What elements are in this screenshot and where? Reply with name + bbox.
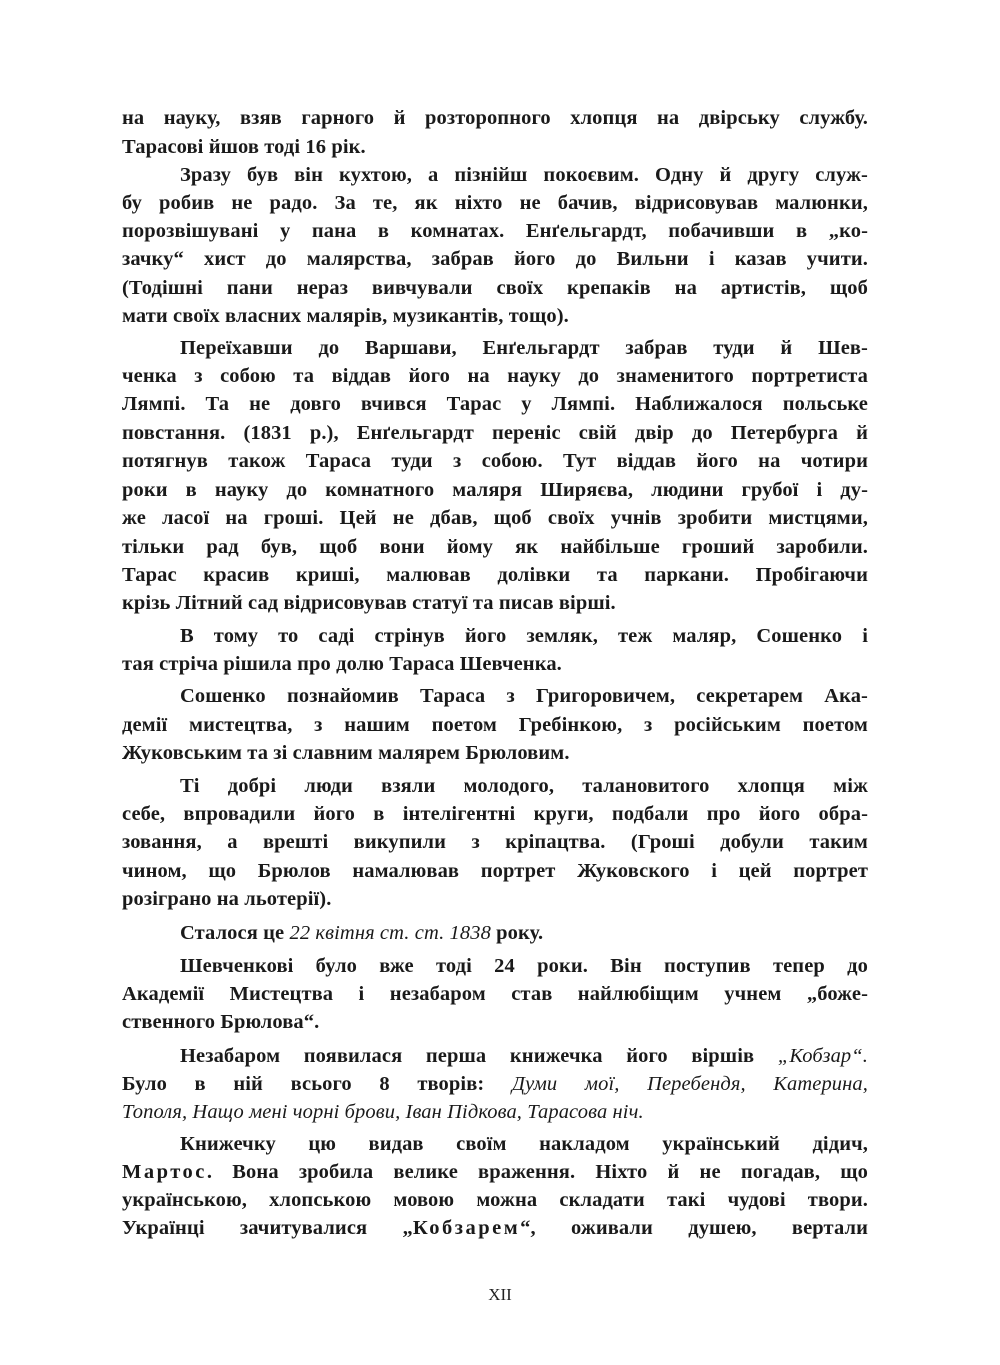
text-line [122,448,868,474]
text-segment: Зразу був він кухтою, а пізнійш покоєвим. Одну й другу служ- [180,164,868,186]
text-segment: тільки рад був, щоб вони йому як найбільше гроший заробили. [122,536,868,558]
text-line [122,886,868,912]
text-line [122,363,868,389]
text-line [122,218,868,244]
text-segment: Незабаром появилася перша книжечка його віршів [180,1045,778,1067]
text-segment: Ті добрі люди взяли молодого, талановитого хлопця між [180,775,868,797]
text-segment: бу робив не радо. За те, як ніхто не бачив, відрисовував малюнки, [122,192,868,214]
text-segment: чином, що Брюлов намалював портрет Жуковского і цей портрет [122,860,868,882]
text-segment: роки в науку до комнатного маляря Ширяєва, людини грубої і ду- [122,479,868,501]
text-segment: ственного Брюлова“. [122,1011,320,1033]
text-line [122,275,868,301]
text-line [122,562,868,588]
text-line [122,590,868,616]
text-segment: же ласої на гроші. Цей не дбав, щоб своїх учнів зробити мистцями, [122,507,868,529]
text-segment: Мартос [122,1161,207,1183]
text-segment: Переїхавши до Варшави, Енґельгардт забрав туди й Шев- [180,337,868,359]
text-line [180,623,868,649]
text-segment: на науку, взяв гарного й розторопного хлопця на двірську службу. [122,107,868,129]
text-line [122,1215,868,1241]
text-segment: українською, хлопською мовою можна складати такі чудові твори. [122,1189,868,1211]
text-line [122,246,868,272]
text-line [122,829,868,855]
text-segment: мати своїх власних малярів, музикантів, тощо). [122,305,569,327]
text-segment: Шевченкові було вже тоді 24 роки. Він поступив тепер до [180,955,868,977]
text-line [122,740,868,766]
text-segment: розіграно на льотерії). [122,888,332,910]
text-line [122,1009,868,1035]
text-line [122,534,868,560]
italic-text: „Кобзар“. [777,1045,868,1067]
text-segment: Українці зачитувалися „ [122,1217,413,1239]
text-line [122,477,868,503]
page-number: XII [488,1285,512,1304]
text-segment: Жуковським та зі славним малярем Брюловим. [122,742,570,764]
text-segment: Кобзарем [412,1217,521,1239]
text-segment: Тарас красив криші, малював долівки та паркани. Пробігаючи [122,564,868,586]
text-line [180,162,868,188]
text-segment: Академії Мистецтва і незабаром став найлюбіщим учнем „боже- [122,983,868,1005]
text-line [122,651,868,677]
text-line [122,981,868,1007]
text-segment: Було в ній всього 8 творів: [122,1073,512,1095]
text-line [122,1159,868,1185]
text-line [180,335,868,361]
text-segment: Сошенко познайомив Тараса з Григоровичем, секретарем Ака- [180,685,868,707]
text-line [122,303,868,329]
italic-text: Думи мої, Перебендя, Катерина, [511,1073,869,1095]
text-line [122,1099,868,1125]
text-line [122,391,868,417]
text-segment: . Вона зробила велике враження. Ніхто й не погадав, що [206,1161,868,1183]
text-segment: Тарасові йшов тоді 16 рік. [122,136,366,158]
text-segment: зачку“ хист до малярства, забрав його до Вильни і казав учити. [122,248,868,270]
text-segment: Сталося це [180,922,290,944]
text-line [122,858,868,884]
text-line [122,712,868,738]
text-segment: “, оживали душею, вертали [520,1217,868,1239]
text-line [180,953,868,979]
text-segment: потягнув також Тараса туди з собою. Тут віддав його на чотири [122,450,868,472]
text-line [122,505,868,531]
text-line [180,1043,868,1069]
italic-text: Тополя, Нащо мені чорні брови, Іван Підкова, Тарасова ніч. [122,1101,644,1123]
text-segment: демії мистецтва, з нашим поетом Гребінкою, з російським поетом [122,714,868,736]
text-segment: порозвішувані у пана в комнатах. Енґельгардт, побачивши в „ко- [122,220,868,242]
text-line [122,1187,868,1213]
text-line [122,1071,868,1097]
text-line [180,920,868,946]
text-segment: (Тодішні пани нераз вивчували своїх крепаків на артистів, щоб [122,277,868,299]
text-line [122,420,868,446]
text-segment: Лямпі. Та не довго вчився Тарас у Лямпі. Наближалося польське [122,393,868,415]
text-line [180,1131,868,1157]
text-segment: Книжечку цю видав своїм накладом український дідич, [180,1133,868,1155]
text-segment: тая стріча рішила про долю Тараса Шевченка. [122,653,562,675]
text-segment: В тому то саді стрінув його земляк, теж маляр, Сошенко і [180,625,868,647]
text-segment: себе, впровадили його в інтелігентні круги, подбали про його обра- [122,803,868,825]
text-line [122,134,868,160]
text-line [180,683,868,709]
italic-text: 22 квітня ст. ст. 1838 [289,922,491,944]
text-line [122,105,868,131]
text-line [122,190,868,216]
text-line [122,801,868,827]
text-segment: крізь Літний сад відрисовував статуї та писав вірші. [122,592,616,614]
text-segment: повстання. (1831 р.), Енґельгардт переніс свій двір до Петербурга й [122,422,868,444]
text-segment: року. [490,922,544,944]
text-segment: ченка з собою та віддав його на науку до знаменитого портретиста [122,365,868,387]
text-segment: зовання, а врешті викупили з кріпацтва. (Гроші добули таким [122,831,868,853]
text-line [180,773,868,799]
